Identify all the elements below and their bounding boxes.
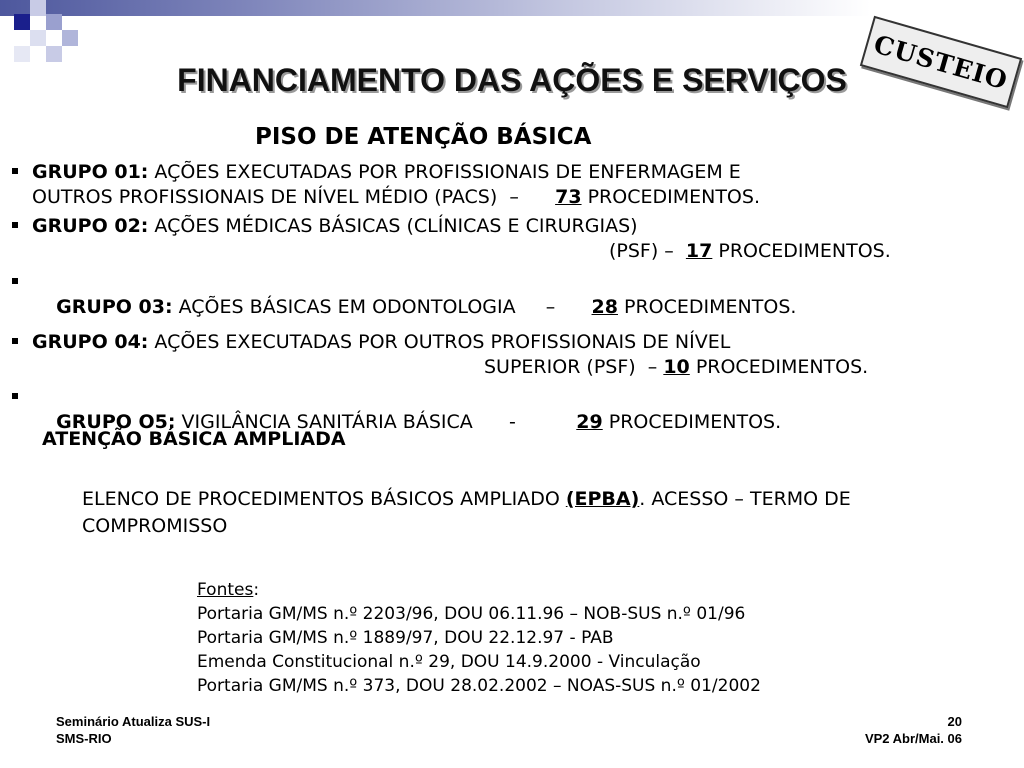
elenco-suffix: . ACESSO – TERMO DE COMPROMISSO [82,488,851,537]
group-label: GRUPO 02: [32,215,149,237]
group-description: AÇÕES EXECUTADAS POR PROFISSIONAIS DE ENFERMAGEM E [148,161,741,183]
sources-block [197,578,761,698]
group-description: AÇÕES EXECUTADAS POR OUTROS PROFISSIONAIS DE NÍVEL [148,331,731,353]
bullet-icon [12,393,18,399]
footer-seminar: Seminário Atualiza SUS-I [56,714,211,729]
procedure-suffix: PROCEDIMENTOS. [581,186,760,208]
elenco-paragraph [82,486,942,540]
group-description: VIGILÂNCIA SANITÁRIA BÁSICA - [175,411,577,433]
group-description: AÇÕES MÉDICAS BÁSICAS (CLÍNICAS E CIRURGIAS) [148,215,638,237]
group-description-cont: (PSF) – [609,240,686,262]
group-label: GRUPO 04: [32,331,149,353]
section-subtitle: PISO DE ATENÇÃO BÁSICA [255,124,592,150]
procedure-count: 10 [663,356,690,378]
header-squares-decoration [0,0,80,64]
footer-left [56,713,210,747]
group-description: AÇÕES BÁSICAS EM ODONTOLOGIA – [172,296,592,318]
list-item-grupo-01 [12,160,962,210]
elenco-prefix: ELENCO DE PROCEDIMENTOS BÁSICOS AMPLIADO [82,488,566,510]
bullet-icon [12,278,18,284]
footer-org: SMS-RIO [56,731,112,746]
list-item-grupo-04 [12,330,962,380]
procedure-suffix: PROCEDIMENTOS. [602,411,782,433]
procedure-suffix: PROCEDIMENTOS. [712,240,891,262]
group-label: GRUPO 03: [56,296,173,318]
page-title: FINANCIAMENTO DAS AÇÕES E SERVIÇOS [177,62,847,98]
group-label: GRUPO O5: [56,411,176,433]
source-line: Portaria GM/MS n.º 2203/96, DOU 06.11.96 – NOB-SUS n.º 01/96 [197,604,746,624]
source-line: Portaria GM/MS n.º 1889/97, DOU 22.12.97 - PAB [197,628,614,648]
bullet-icon [12,168,18,174]
bullet-icon [12,338,18,344]
source-line: Portaria GM/MS n.º 373, DOU 28.02.2002 – NOAS-SUS n.º 01/2002 [197,676,761,696]
sources-label: Fontes [197,580,254,600]
footer-version: VP2 Abr/Mai. 06 [864,731,962,746]
group-label: GRUPO 01: [32,161,149,183]
epba-acronym: (EPBA) [565,488,640,510]
group-description-cont: SUPERIOR (PSF) – [484,356,664,378]
footer-right [865,713,962,747]
source-line: Emenda Constitucional n.º 29, DOU 14.9.2000 - Vinculação [197,652,701,672]
procedure-suffix: PROCEDIMENTOS. [617,296,797,318]
group-description-cont: OUTROS PROFISSIONAIS DE NÍVEL MÉDIO (PACS) – [32,186,556,208]
procedure-count: 17 [685,240,713,262]
procedure-count: 28 [591,296,618,318]
procedure-count: 29 [576,411,603,433]
slide-number: 20 [947,714,962,729]
procedure-count: 73 [555,186,582,208]
procedure-suffix: PROCEDIMENTOS. [689,356,869,378]
sources-colon: : [253,580,260,600]
section-heading-ampliada: ATENÇÃO BÁSICA AMPLIADA [42,428,346,450]
custeio-stamp: CUSTEIO [860,16,1022,108]
bullet-icon [12,222,18,228]
list-item-grupo-02 [12,214,962,264]
